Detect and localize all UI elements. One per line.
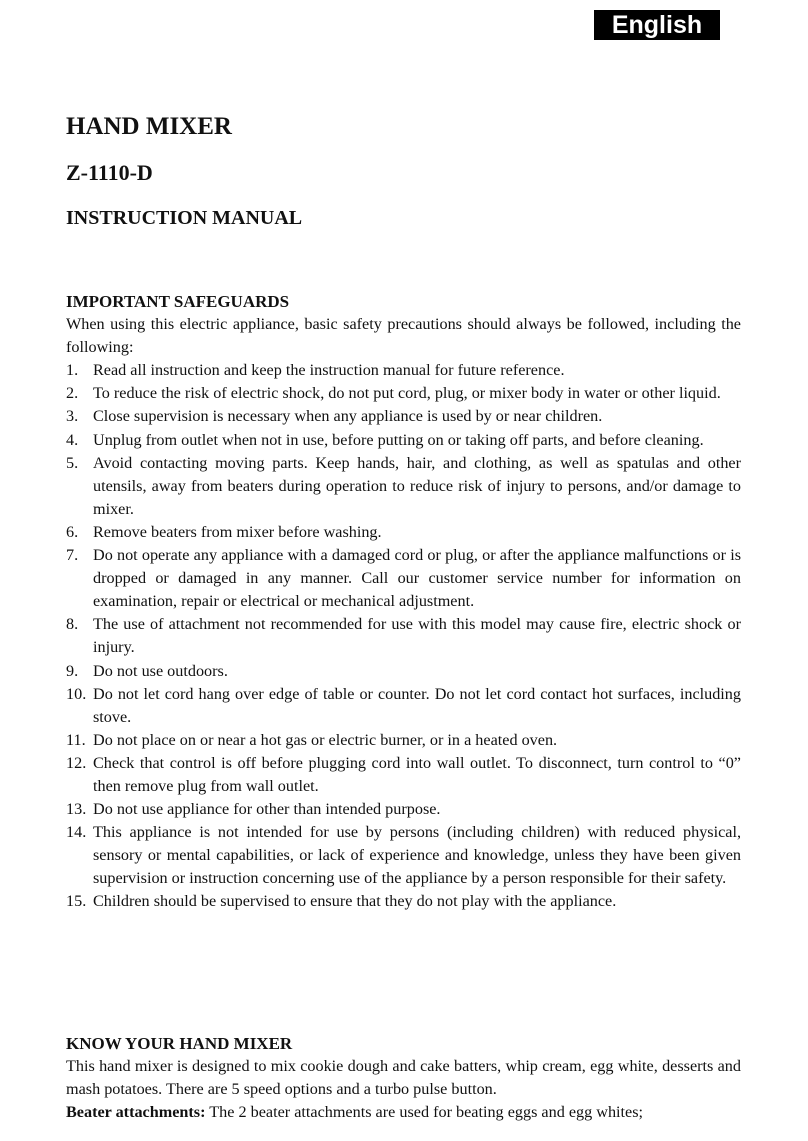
- item-text: Do not use outdoors.: [93, 661, 228, 680]
- list-item: [66, 429, 741, 452]
- list-item: [66, 544, 741, 613]
- item-text: Do not operate any appliance with a damaged cord or plug, or after the appliance malfunctions or is dropped or damaged in any manner. Call our customer service number for information on examination, repair or electrical or mechanical adjustment.: [93, 546, 741, 611]
- beater-attachments-label: Beater attachments:: [66, 1103, 206, 1122]
- list-item: [66, 613, 741, 659]
- item-text: Do not use appliance for other than intended purpose.: [93, 800, 441, 819]
- list-item: [66, 382, 741, 405]
- item-text: Unplug from outlet when not in use, before putting on or taking off parts, and before cleaning.: [93, 430, 704, 449]
- language-badge: English: [594, 10, 720, 40]
- item-text: Children should be supervised to ensure that they do not play with the appliance.: [93, 892, 617, 911]
- item-text: Read all instruction and keep the instruction manual for future reference.: [93, 361, 565, 380]
- item-number: 6.: [66, 522, 79, 541]
- list-item: [66, 752, 741, 798]
- list-item: [66, 683, 741, 729]
- item-number: 15.: [66, 892, 87, 911]
- list-item: [66, 660, 741, 683]
- item-text: Do not let cord hang over edge of table or counter. Do not let cord contact hot surfaces, including stove.: [93, 684, 741, 726]
- item-number: 9.: [66, 661, 79, 680]
- list-item: [66, 821, 741, 890]
- list-item: [66, 359, 741, 382]
- item-text: To reduce the risk of electric shock, do not put cord, plug, or mixer body in water or other liquid.: [93, 384, 721, 403]
- item-text: Close supervision is necessary when any appliance is used by or near children.: [93, 407, 603, 426]
- document-subtitle: INSTRUCTION MANUAL: [66, 207, 303, 229]
- item-text: Remove beaters from mixer before washing.: [93, 522, 382, 541]
- item-number: 11.: [66, 730, 86, 749]
- item-text: The use of attachment not recommended for use with this model may cause fire, electric shock or injury.: [93, 615, 741, 657]
- know-your-mixer-section: [66, 1032, 741, 1124]
- item-number: 3.: [66, 407, 79, 426]
- list-item: [66, 729, 741, 752]
- item-number: 12.: [66, 753, 87, 772]
- beater-attachments-text: The 2 beater attachments are used for beating eggs and egg whites;: [209, 1103, 644, 1122]
- beater-attachments-paragraph: [66, 1101, 741, 1124]
- item-number: 10.: [66, 684, 87, 703]
- item-text: Avoid contacting moving parts. Keep hands, hair, and clothing, as well as spatulas and other utensils, away from beaters during operation to reduce risk of injury to persons, and/or damage to mixer.: [93, 453, 741, 518]
- list-item: [66, 405, 741, 428]
- know-your-mixer-intro: This hand mixer is designed to mix cookie dough and cake batters, whip cream, egg white, desserts and mash potatoes. There are 5 speed options and a turbo pulse button.: [66, 1057, 741, 1099]
- document-title: HAND MIXER: [66, 113, 232, 140]
- safeguards-list: [66, 359, 741, 913]
- list-item: [66, 890, 741, 913]
- item-text: This appliance is not intended for use by persons (including children) with reduced physical, sensory or mental capabilities, or lack of experience and knowledge, unless they have been given supervision or instruction concerning use of the appliance by a person responsible for their safety.: [93, 823, 741, 888]
- item-number: 7.: [66, 546, 79, 565]
- list-item: [66, 798, 741, 821]
- item-text: Do not place on or near a hot gas or electric burner, or in a heated oven.: [93, 730, 558, 749]
- item-number: 13.: [66, 800, 87, 819]
- item-number: 4.: [66, 430, 79, 449]
- list-item: [66, 521, 741, 544]
- item-number: 1.: [66, 361, 79, 380]
- item-text: Check that control is off before plugging cord into wall outlet. To disconnect, turn control to “0” then remove plug from wall outlet.: [93, 753, 741, 795]
- safeguards-section: [66, 290, 741, 914]
- model-number: Z-1110-D: [66, 160, 153, 185]
- safeguards-intro: When using this electric appliance, basic safety precautions should always be followed, including the following:: [66, 315, 741, 357]
- item-number: 5.: [66, 453, 79, 472]
- know-your-mixer-heading: KNOW YOUR HAND MIXER: [66, 1034, 293, 1053]
- item-number: 2.: [66, 384, 79, 403]
- item-number: 14.: [66, 823, 87, 842]
- item-number: 8.: [66, 615, 79, 634]
- safeguards-heading: IMPORTANT SAFEGUARDS: [66, 292, 290, 311]
- list-item: [66, 452, 741, 521]
